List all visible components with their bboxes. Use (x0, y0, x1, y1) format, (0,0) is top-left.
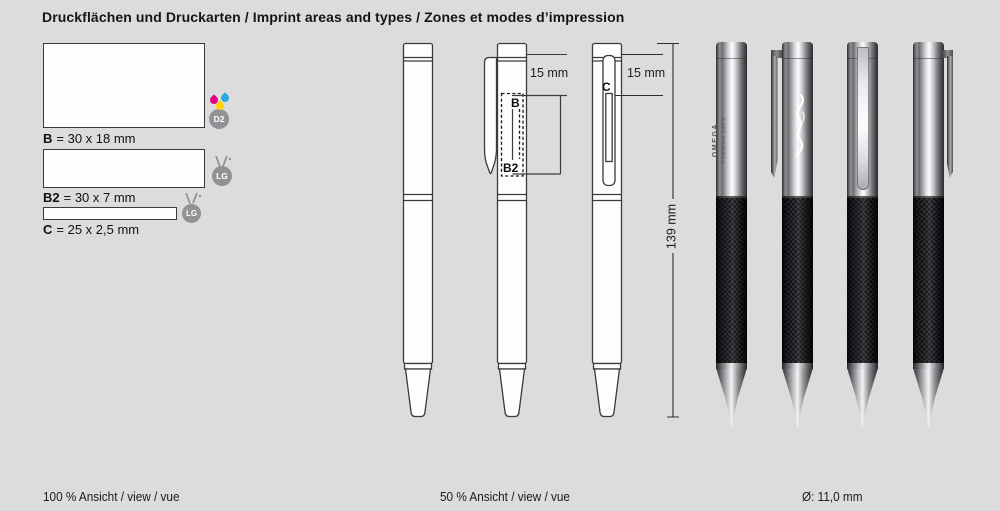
caption-scale-100: 100 % Ansicht / view / vue (43, 490, 180, 504)
pen-tip-cone (913, 369, 944, 428)
d2-badge-label: D2 (213, 114, 225, 124)
zone-c-slot (606, 94, 612, 162)
lg-badge-label: LG (185, 209, 198, 218)
imprint-area-c-rect (43, 207, 177, 220)
laser-rays-icon (182, 189, 204, 205)
engraving-line2: PREMIUM CAPS (720, 117, 727, 163)
pen-grip-carbon (782, 198, 813, 363)
pen-tip-ring (913, 363, 944, 369)
area-b-code: B (43, 131, 53, 146)
page-title: Druckflächen und Druckarten / Imprint areas and types / Zones et modes d’impression (42, 9, 625, 25)
area-b2-code: B2 (43, 190, 60, 205)
lg-badge-label: LG (216, 171, 228, 181)
pen-tip-cone (782, 369, 813, 428)
laser-engraving-lg-badge (212, 166, 232, 186)
pen-tip-cone (716, 369, 747, 428)
pen-grip-carbon (716, 198, 747, 363)
zone-b2-label: B2 (503, 161, 519, 175)
dimension-15mm-c: 15 mm (627, 66, 666, 80)
outline-pen-front-clip (593, 44, 622, 417)
pen-cap-chrome (913, 42, 944, 198)
dimension-139mm: 139 mm (664, 203, 679, 250)
pen-clip-front (857, 47, 869, 190)
dimension-15mm-b: 15 mm (530, 66, 569, 80)
imprint-area-b2-rect (43, 149, 205, 188)
pen-tip-ring (847, 363, 878, 369)
pen-tip-cone (847, 369, 878, 428)
imprint-area-b2-label (43, 190, 136, 205)
zone-b-label: B (511, 96, 520, 110)
imprint-area-b-label (43, 131, 136, 146)
caption-diameter: Ø: 11,0 mm (802, 490, 863, 504)
pen-clip (947, 56, 954, 178)
digital-print-d2-badge (209, 109, 229, 129)
technical-drawing (380, 38, 690, 428)
caption-scale-50: 50 % Ansicht / view / vue (440, 490, 570, 504)
pen-grip-carbon (847, 198, 878, 363)
pen-grip-carbon (913, 198, 944, 363)
area-c-size: = 25 x 2,5 mm (56, 222, 140, 237)
outline-pen-side-clip (485, 44, 527, 417)
laser-engraving-sample-text (712, 95, 734, 185)
area-c-code: C (43, 222, 53, 237)
imprint-area-b-rect (43, 43, 205, 128)
pen-clip (771, 56, 778, 178)
laser-engraving-lg-badge (182, 204, 201, 223)
outline-pen-side (404, 44, 433, 417)
pen-tip-ring (782, 363, 813, 369)
imprint-area-c-label (43, 222, 139, 237)
area-b2-size: = 30 x 7 mm (63, 190, 136, 205)
sample-logo-swoosh (789, 92, 811, 158)
area-b-size: = 30 x 18 mm (56, 131, 136, 146)
engraving-line1: OMEGA (712, 122, 719, 158)
pen-tip-ring (716, 363, 747, 369)
zone-c-label: C (602, 80, 611, 94)
